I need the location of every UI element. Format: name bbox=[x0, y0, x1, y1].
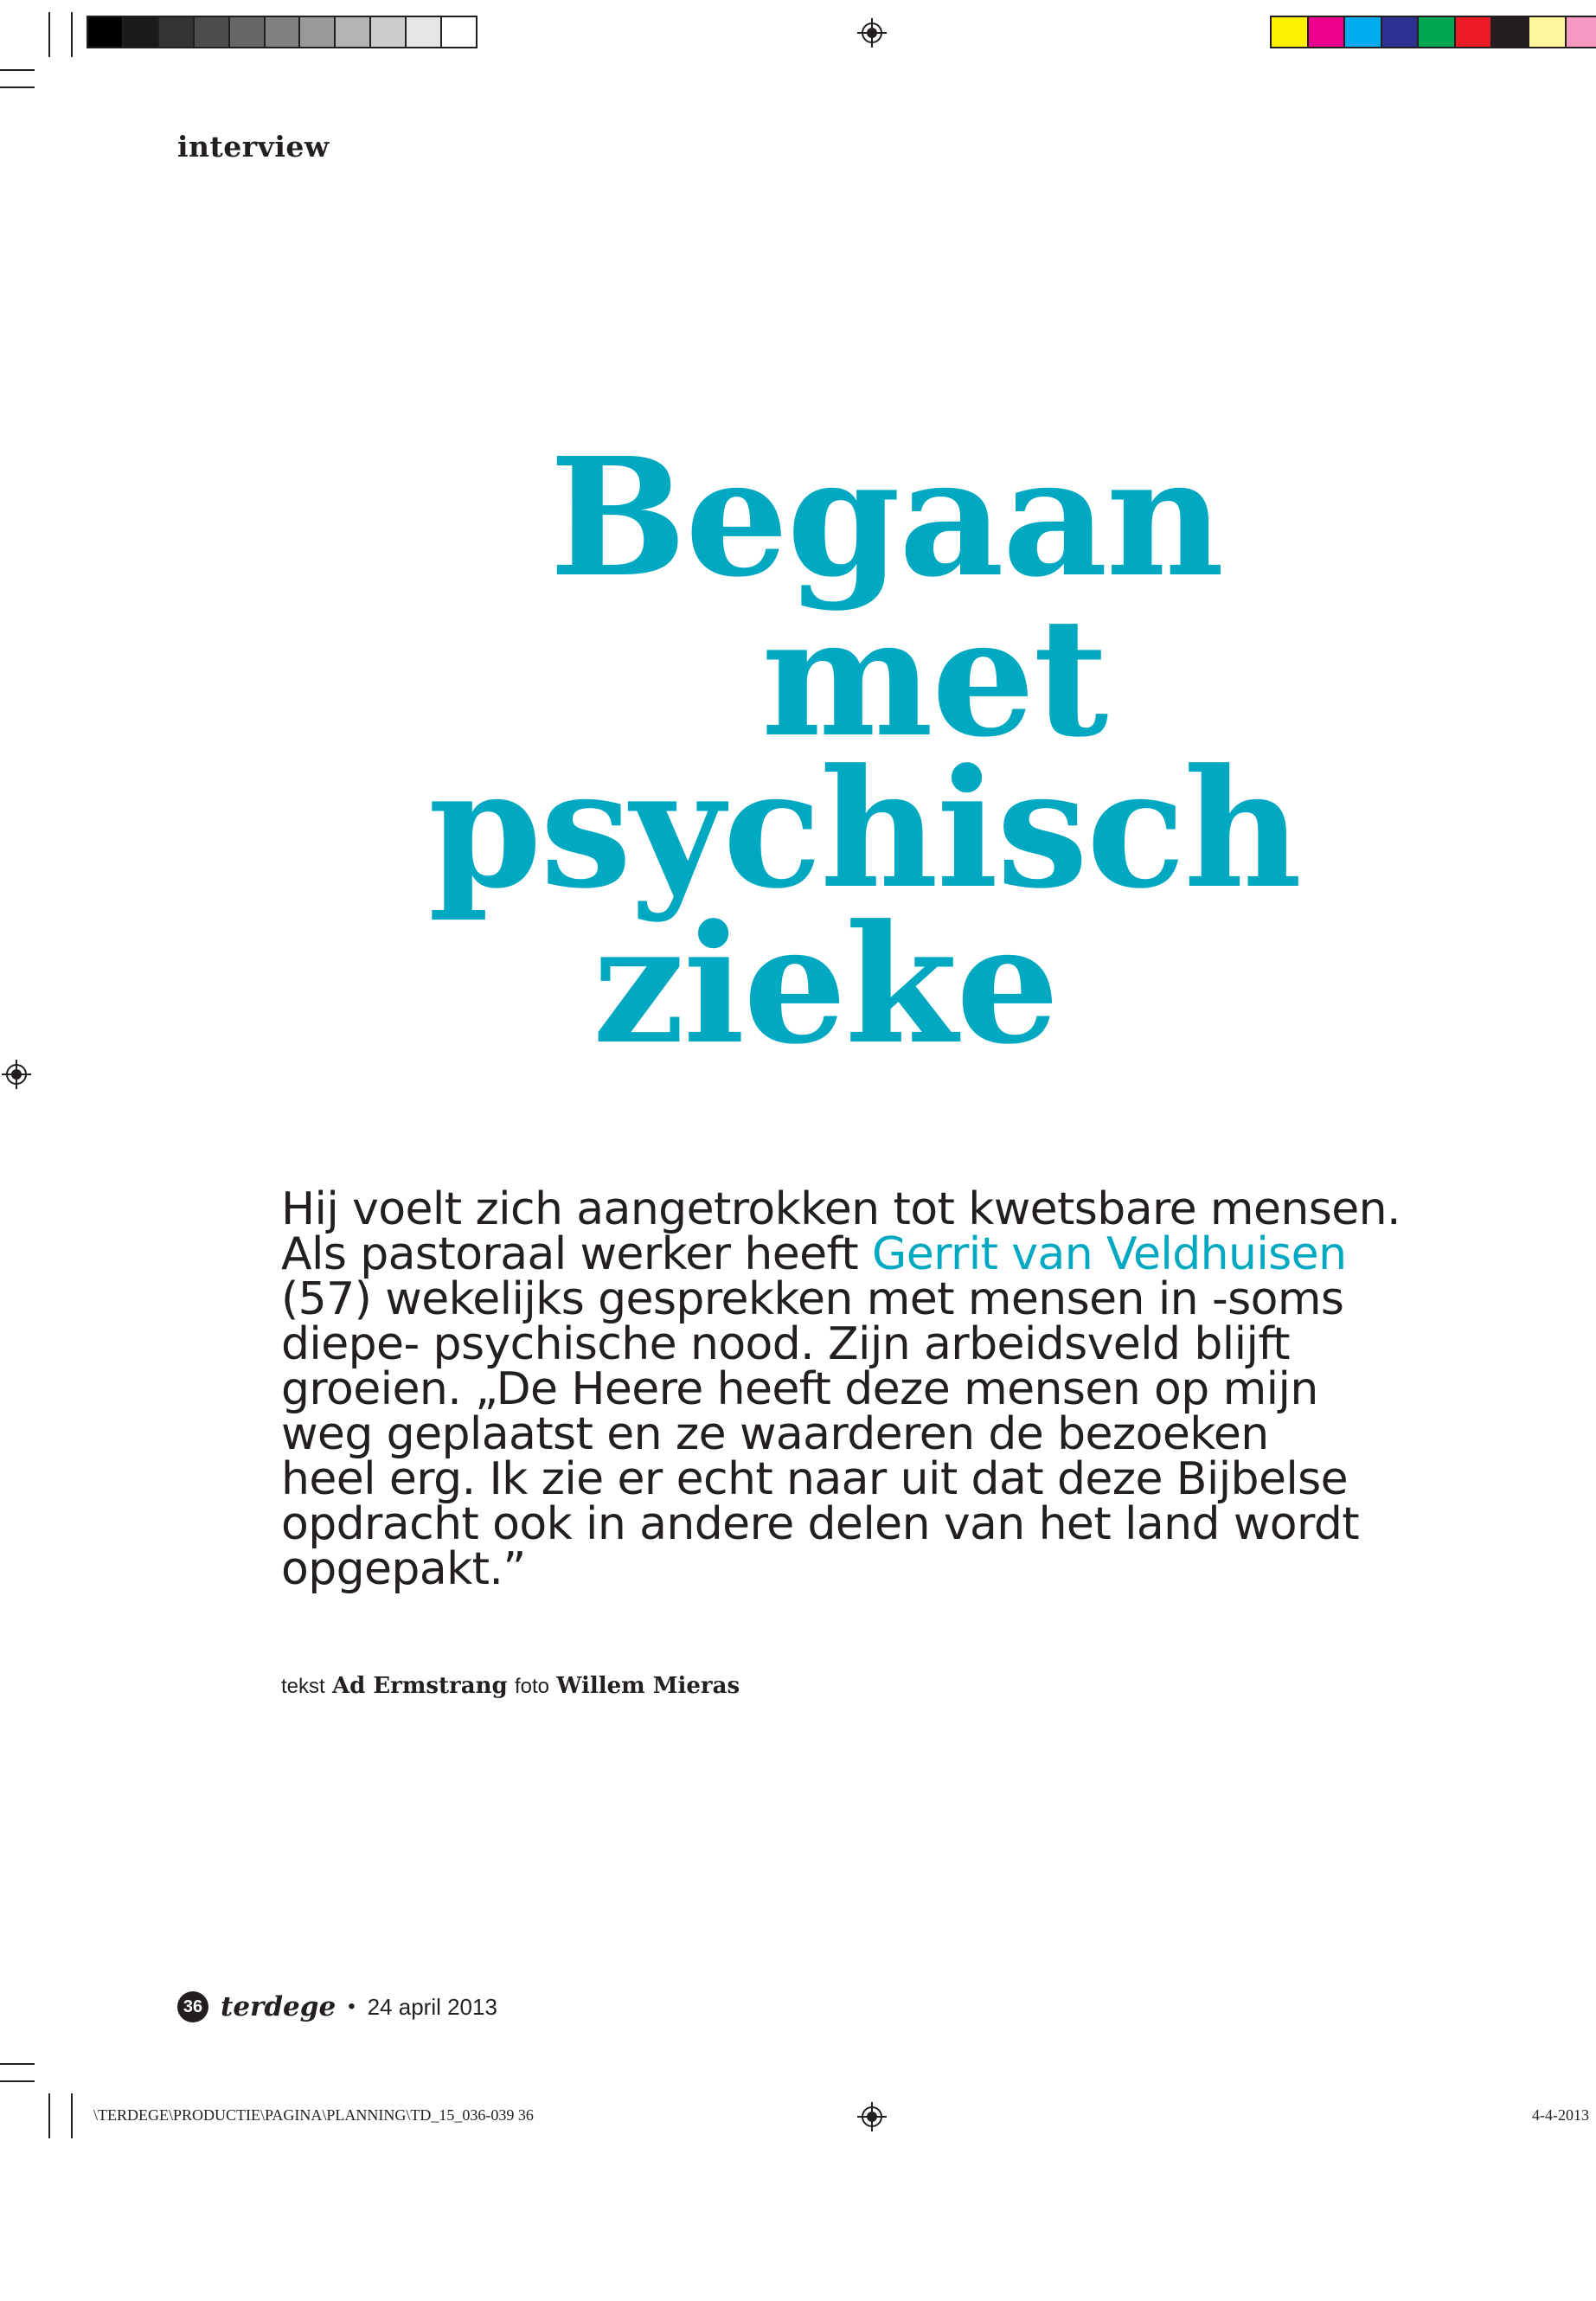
magazine-logo: terdege bbox=[221, 1991, 337, 2022]
headline-line-4: zieke bbox=[593, 889, 1058, 1080]
author-name: Ad Ermstrang bbox=[331, 1673, 508, 1699]
headline-line-1: Begaan bbox=[549, 422, 1223, 613]
byline bbox=[281, 1673, 740, 1699]
crop-mark bbox=[0, 2063, 35, 2065]
intro-line: heel erg. Ik zie er echt naar uit dat deze Bijbelse bbox=[281, 1453, 1349, 1505]
registration-mark-icon bbox=[857, 18, 887, 48]
crop-mark bbox=[0, 87, 35, 88]
photographer-name: Willem Mieras bbox=[556, 1673, 740, 1699]
text-credit-label: tekst bbox=[281, 1675, 325, 1698]
crop-mark bbox=[71, 12, 73, 57]
color-swatch bbox=[1419, 17, 1456, 47]
crop-mark bbox=[71, 2093, 73, 2138]
production-slug-path: \TERDEGE\PRODUCTIE\PAGINA\PLANNING\TD_15_036-039 36 bbox=[93, 2106, 534, 2124]
color-swatch bbox=[407, 17, 442, 47]
section-label: interview bbox=[177, 130, 330, 163]
intro-line: opdracht ook in andere delen van het land wordt bbox=[281, 1498, 1360, 1550]
folio-separator: • bbox=[348, 1995, 356, 2018]
intro-line: diepe- psychische nood. Zijn arbeidsveld blijft bbox=[281, 1318, 1290, 1370]
color-swatch bbox=[88, 17, 124, 47]
intro-line: (57) wekelijks gesprekken met mensen in -soms bbox=[281, 1273, 1344, 1325]
registration-mark-icon bbox=[857, 2102, 887, 2131]
color-swatch bbox=[1529, 17, 1567, 47]
page-number-badge: 36 bbox=[177, 1991, 208, 2022]
color-swatch bbox=[336, 17, 371, 47]
color-swatch bbox=[300, 17, 336, 47]
crop-mark bbox=[0, 2080, 35, 2082]
color-swatch bbox=[1272, 17, 1309, 47]
headline-line-2: met bbox=[761, 582, 1107, 773]
folio bbox=[177, 1991, 497, 2022]
color-swatch bbox=[1567, 17, 1596, 47]
registration-mark-icon bbox=[2, 1060, 31, 1089]
intro-line: Hij voelt zich aangetrokken tot kwetsbare mensen. bbox=[281, 1183, 1401, 1235]
production-slug-date: 4-4-2013 bbox=[1532, 2106, 1589, 2124]
intro-line: groeien. „De Heere heeft deze mensen op mijn bbox=[281, 1363, 1318, 1415]
intro-line: weg geplaatst en ze waarderen de bezoeken bbox=[281, 1408, 1269, 1460]
grayscale-color-bar bbox=[87, 16, 478, 48]
color-swatch bbox=[159, 17, 195, 47]
color-swatch bbox=[442, 17, 476, 47]
process-color-bar bbox=[1270, 16, 1596, 48]
color-swatch bbox=[371, 17, 407, 47]
color-swatch bbox=[195, 17, 230, 47]
color-swatch bbox=[124, 17, 159, 47]
color-swatch bbox=[1382, 17, 1420, 47]
color-swatch bbox=[1456, 17, 1493, 47]
color-swatch bbox=[266, 17, 301, 47]
intro-line bbox=[281, 1228, 1475, 1280]
crop-mark bbox=[0, 69, 35, 71]
issue-date: 24 april 2013 bbox=[367, 1993, 497, 2020]
intro-line-text: Als pastoraal werker heeft bbox=[281, 1228, 873, 1280]
photo-credit-label: foto bbox=[514, 1675, 549, 1698]
color-swatch bbox=[1309, 17, 1346, 47]
color-swatch bbox=[1492, 17, 1529, 47]
intro-paragraph bbox=[281, 1183, 1475, 1595]
color-swatch bbox=[1345, 17, 1382, 47]
color-swatch bbox=[230, 17, 266, 47]
crop-mark bbox=[48, 12, 50, 57]
crop-mark bbox=[48, 2093, 50, 2138]
headline-line-3: psychisch bbox=[428, 734, 1301, 925]
interviewee-name: Gerrit van Veldhuisen bbox=[872, 1228, 1347, 1280]
intro-line: opgepakt.” bbox=[281, 1543, 526, 1595]
